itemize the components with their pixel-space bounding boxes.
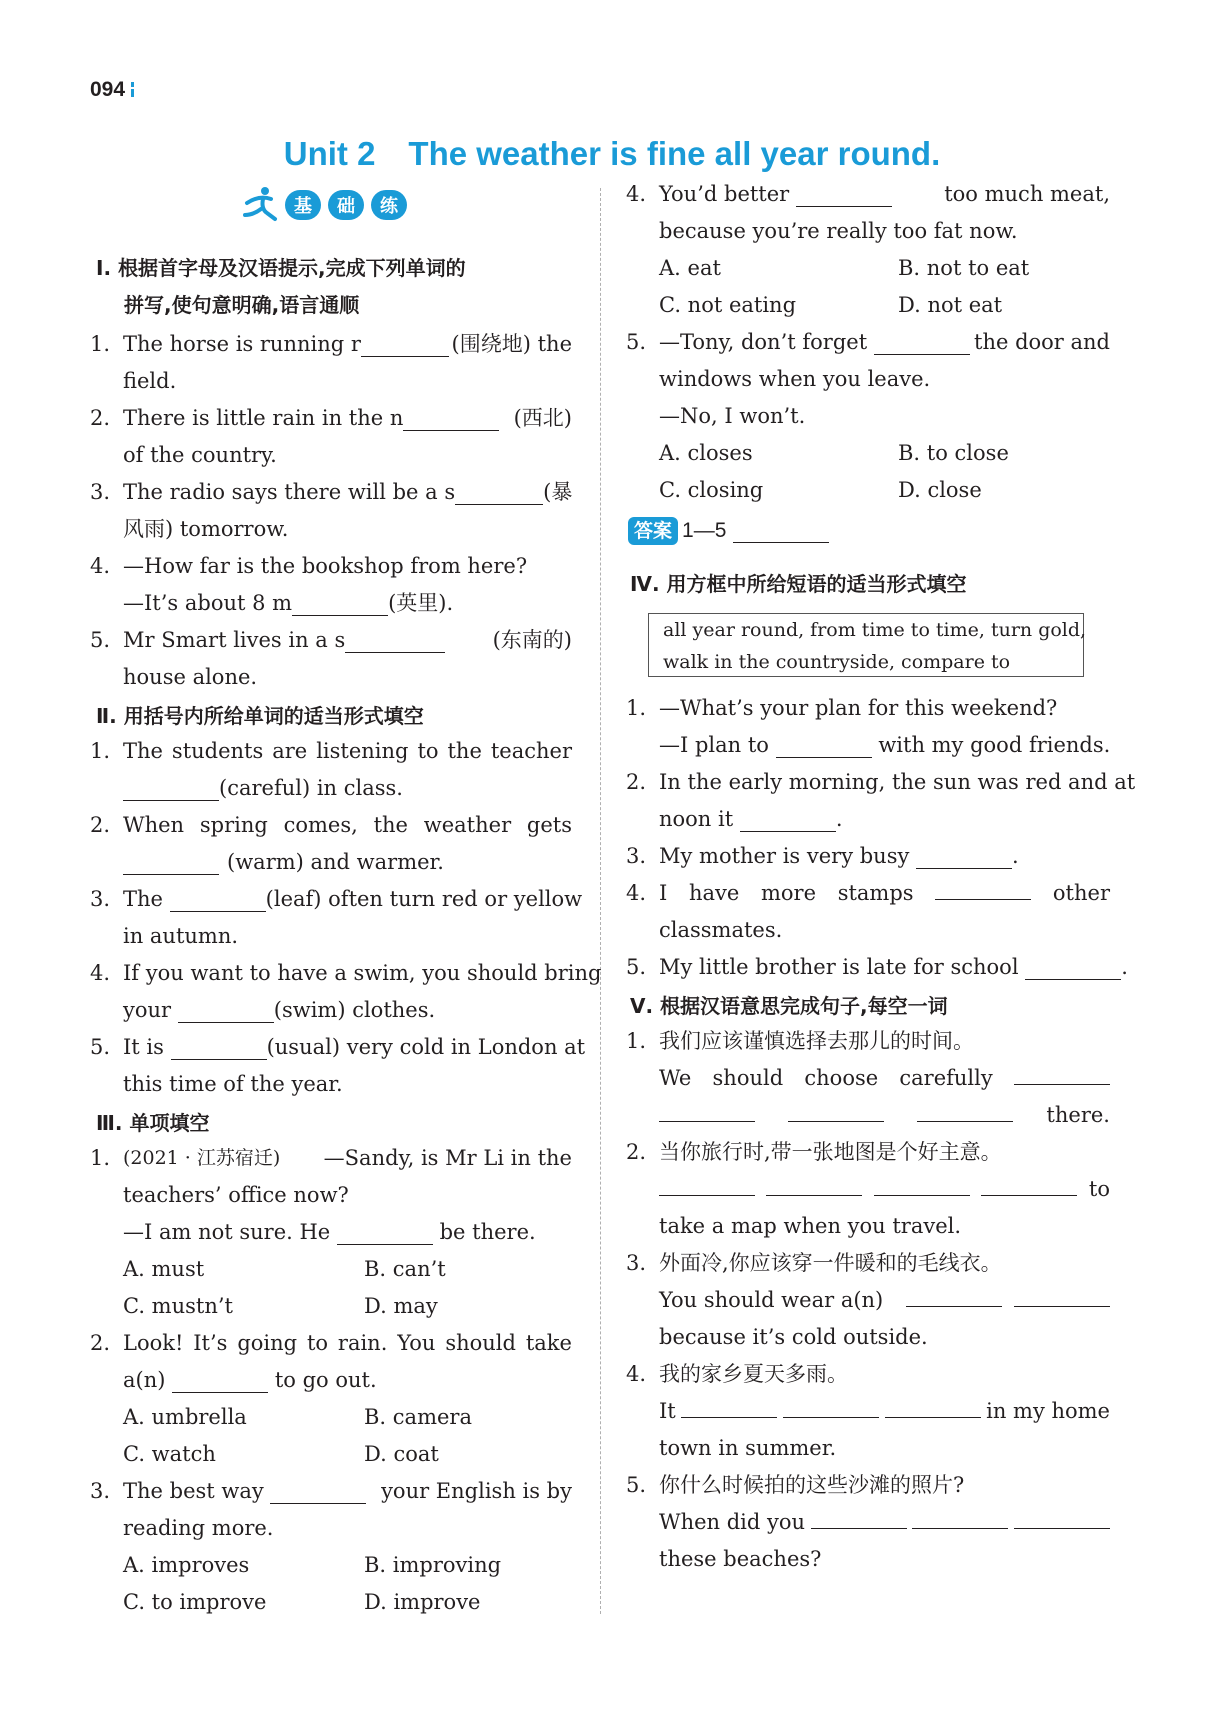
chinese-prompt: 我们应该谨慎选择去那儿的时间。 xyxy=(659,1029,974,1053)
question-number: 3. xyxy=(626,1251,647,1275)
question-line: (warm) and warmer. xyxy=(123,844,444,881)
option-d[interactable]: D. improve xyxy=(364,1590,481,1614)
question-number: 2. xyxy=(90,406,111,430)
answer-blank[interactable] xyxy=(337,1220,433,1245)
answer-row: 答案 1—5 xyxy=(628,512,829,549)
option-b[interactable]: B. can’t xyxy=(364,1257,446,1281)
question-number: 2. xyxy=(90,1331,111,1355)
option-b[interactable]: B. improving xyxy=(364,1553,502,1577)
question-line: field. xyxy=(123,369,177,393)
option-b[interactable]: B. not to eat xyxy=(898,256,1030,280)
question-line: I have more stamps other xyxy=(659,875,1110,912)
chinese-prompt: 外面冷,你应该穿一件暖和的毛线衣。 xyxy=(659,1251,1002,1275)
answer-blank[interactable] xyxy=(916,844,1012,869)
answer-blank[interactable] xyxy=(917,1097,1013,1122)
option-c[interactable]: C. mustn’t xyxy=(123,1294,233,1318)
question-number: 1. xyxy=(90,739,111,763)
answer-blank[interactable] xyxy=(874,330,970,355)
question-number: 5. xyxy=(626,955,647,979)
question-line: a(n) to go out. xyxy=(123,1368,377,1392)
question-number: 1. xyxy=(626,696,647,720)
section-2-title: Ⅱ. 用括号内所给单词的适当形式填空 xyxy=(96,704,424,728)
option-a[interactable]: A. closes xyxy=(659,441,753,465)
question-line: My little brother is late for school . xyxy=(659,955,1128,979)
answer-blank[interactable] xyxy=(178,998,274,1023)
question-number: 1. xyxy=(90,1146,111,1170)
question-number: 3. xyxy=(626,844,647,868)
question-number: 4. xyxy=(626,881,647,905)
answer-blank[interactable] xyxy=(345,628,445,653)
question-line: to xyxy=(659,1171,1110,1208)
question-line: —How far is the bookshop from here? xyxy=(123,554,528,578)
question-line: We should choose carefully xyxy=(659,1060,1110,1097)
question-number: 1. xyxy=(90,332,111,356)
answer-blank[interactable] xyxy=(403,406,499,431)
option-c[interactable]: C. to improve xyxy=(123,1590,267,1614)
question-line: in autumn. xyxy=(123,924,239,948)
runner-icon xyxy=(241,185,281,225)
question-line: take a map when you travel. xyxy=(659,1214,962,1238)
question-number: 5. xyxy=(90,1035,111,1059)
badge-char: 基 xyxy=(285,190,321,220)
question-number: 4. xyxy=(626,1362,647,1386)
question-line: It in my home xyxy=(659,1393,1110,1430)
answer-blank[interactable] xyxy=(170,887,266,912)
question-line: windows when you leave. xyxy=(659,367,931,391)
question-line: —What’s your plan for this weekend? xyxy=(659,696,1058,720)
question-line: because you’re really too fat now. xyxy=(659,219,1018,243)
answer-blank[interactable] xyxy=(681,1393,777,1418)
question-number: 4. xyxy=(90,961,111,985)
section-1-title-cont: 拼写,使句意明确,语言通顺 xyxy=(124,293,360,317)
question-line: The best way your English is by xyxy=(123,1479,572,1503)
question-line: (2021 · 江苏宿迁) —Sandy, is Mr Li in the xyxy=(123,1146,572,1170)
question-line: Look! It’s going to rain. You should take xyxy=(123,1331,572,1355)
question-line: —I plan to with my good friends. xyxy=(659,733,1111,757)
answer-blank[interactable] xyxy=(912,1504,1008,1529)
question-line: It is (usual) very cold in London at xyxy=(123,1035,586,1059)
answer-blank[interactable] xyxy=(740,807,836,832)
question-line: your (swim) clothes. xyxy=(123,998,436,1022)
answer-blank[interactable] xyxy=(766,1171,862,1196)
question-number: 3. xyxy=(90,480,111,504)
answer-blank[interactable] xyxy=(455,480,543,505)
question-line: house alone. xyxy=(123,665,258,689)
question-line: In the early morning, the sun was red and at xyxy=(659,770,1136,794)
question-number: 3. xyxy=(90,1479,111,1503)
answer-tag: 答案 xyxy=(628,517,678,545)
answer-blank[interactable] xyxy=(292,591,388,616)
answer-blank[interactable] xyxy=(776,733,872,758)
section-3-title: Ⅲ. 单项填空 xyxy=(96,1111,210,1135)
question-line: 风雨) tomorrow. xyxy=(123,517,289,541)
option-a[interactable]: A. umbrella xyxy=(123,1405,247,1429)
option-c[interactable]: C. not eating xyxy=(659,293,797,317)
answer-blank[interactable] xyxy=(171,1035,267,1060)
question-line: classmates. xyxy=(659,918,783,942)
answer-blank[interactable] xyxy=(361,332,449,357)
question-line: this time of the year. xyxy=(123,1072,343,1096)
answer-blank[interactable] xyxy=(1014,1282,1110,1307)
option-d[interactable]: D. coat xyxy=(364,1442,439,1466)
badge-char: 练 xyxy=(371,190,407,220)
page-number: 094 xyxy=(90,78,134,102)
option-a[interactable]: A. eat xyxy=(659,256,721,280)
answer-blank[interactable] xyxy=(796,182,892,207)
answer-blank[interactable] xyxy=(1025,955,1121,980)
question-line: The radio says there will be a s (暴 xyxy=(123,480,573,504)
badge-char: 础 xyxy=(328,190,364,220)
answer-blank[interactable] xyxy=(788,1097,884,1122)
answer-blank[interactable] xyxy=(1014,1504,1110,1529)
chinese-prompt: 我的家乡夏天多雨。 xyxy=(659,1362,848,1386)
answer-blank[interactable] xyxy=(172,1368,268,1393)
question-line: You should wear a(n) xyxy=(659,1282,1110,1319)
question-line: reading more. xyxy=(123,1516,274,1540)
answer-blank[interactable] xyxy=(659,1171,755,1196)
option-a[interactable]: A. improves xyxy=(123,1553,250,1577)
question-line: of the country. xyxy=(123,443,277,467)
question-number: 5. xyxy=(626,330,647,354)
column-divider xyxy=(600,188,601,1614)
question-line: You’d better too much meat, xyxy=(659,182,1110,206)
question-line: The students are listening to the teacher xyxy=(123,739,572,763)
question-line: My mother is very busy . xyxy=(659,844,1019,868)
chinese-prompt: 你什么时候拍的这些沙滩的照片? xyxy=(659,1473,965,1497)
answer-blank[interactable] xyxy=(811,1504,907,1529)
question-line: —I am not sure. He be there. xyxy=(123,1220,536,1244)
question-line: because it’s cold outside. xyxy=(659,1325,928,1349)
question-line: If you want to have a swim, you should bring xyxy=(123,961,602,985)
question-number: 2. xyxy=(626,1140,647,1164)
option-c[interactable]: C. closing xyxy=(659,478,764,502)
question-number: 5. xyxy=(626,1473,647,1497)
question-number: 3. xyxy=(90,887,111,911)
question-line: —Tony, don’t forget the door and xyxy=(659,330,1110,354)
question-line: The horse is running r (围绕地) the xyxy=(123,332,572,356)
option-d[interactable]: D. close xyxy=(898,478,982,502)
section-4-title: Ⅳ. 用方框中所给短语的适当形式填空 xyxy=(630,572,967,596)
section-badge xyxy=(241,185,414,225)
section-5-title: Ⅴ. 根据汉语意思完成句子,每空一词 xyxy=(630,994,948,1018)
answer-blank[interactable] xyxy=(1014,1060,1110,1085)
question-line: noon it . xyxy=(659,807,843,831)
section-1-title: Ⅰ. 根据首字母及汉语提示,完成下列单词的 xyxy=(96,256,466,280)
question-number: 4. xyxy=(626,182,647,206)
answer-blank[interactable] xyxy=(874,1171,970,1196)
answer-blank[interactable] xyxy=(733,518,829,543)
question-line: town in summer. xyxy=(659,1436,837,1460)
question-number: 2. xyxy=(90,813,111,837)
option-b[interactable]: B. camera xyxy=(364,1405,472,1429)
page-number-mark xyxy=(131,82,134,97)
answer-blank[interactable] xyxy=(906,1282,1002,1307)
option-b[interactable]: B. to close xyxy=(898,441,1009,465)
answer-blank[interactable] xyxy=(885,1393,981,1418)
question-line: (careful) in class. xyxy=(123,770,403,807)
question-number: 2. xyxy=(626,770,647,794)
phrase-box-line: walk in the countryside, compare to xyxy=(663,651,1011,673)
question-line: teachers’ office now? xyxy=(123,1183,349,1207)
question-line: When did you xyxy=(659,1504,1110,1541)
question-number: 1. xyxy=(626,1029,647,1053)
question-line: Mr Smart lives in a s (东南的) xyxy=(123,628,572,652)
question-number: 4. xyxy=(90,554,111,578)
option-d[interactable]: D. not eat xyxy=(898,293,1003,317)
option-d[interactable]: D. may xyxy=(364,1294,438,1318)
answer-blank[interactable] xyxy=(123,850,219,875)
question-line: When spring comes, the weather gets xyxy=(123,813,572,837)
question-line: there. xyxy=(659,1097,1110,1134)
phrase-box-line: all year round, from time to time, turn gold, xyxy=(663,619,1087,641)
unit-title: Unit 2 The weather is fine all year round. xyxy=(283,135,941,172)
answer-blank[interactable] xyxy=(935,875,1031,900)
chinese-prompt: 当你旅行时,带一张地图是个好主意。 xyxy=(659,1140,1002,1164)
answer-blank[interactable] xyxy=(981,1171,1077,1196)
question-line: There is little rain in the n (西北) xyxy=(123,406,572,430)
option-a[interactable]: A. must xyxy=(123,1257,205,1281)
answer-blank[interactable] xyxy=(783,1393,879,1418)
answer-blank[interactable] xyxy=(659,1097,755,1122)
question-line: —It’s about 8 m (英里). xyxy=(123,591,454,615)
phrase-box xyxy=(648,613,1087,677)
answer-blank[interactable] xyxy=(270,1479,366,1504)
question-line: these beaches? xyxy=(659,1547,822,1571)
question-number: 5. xyxy=(90,628,111,652)
question-line: —No, I won’t. xyxy=(659,404,806,428)
question-line: The (leaf) often turn red or yellow xyxy=(123,887,583,911)
answer-blank[interactable] xyxy=(123,776,219,801)
option-c[interactable]: C. watch xyxy=(123,1442,216,1466)
